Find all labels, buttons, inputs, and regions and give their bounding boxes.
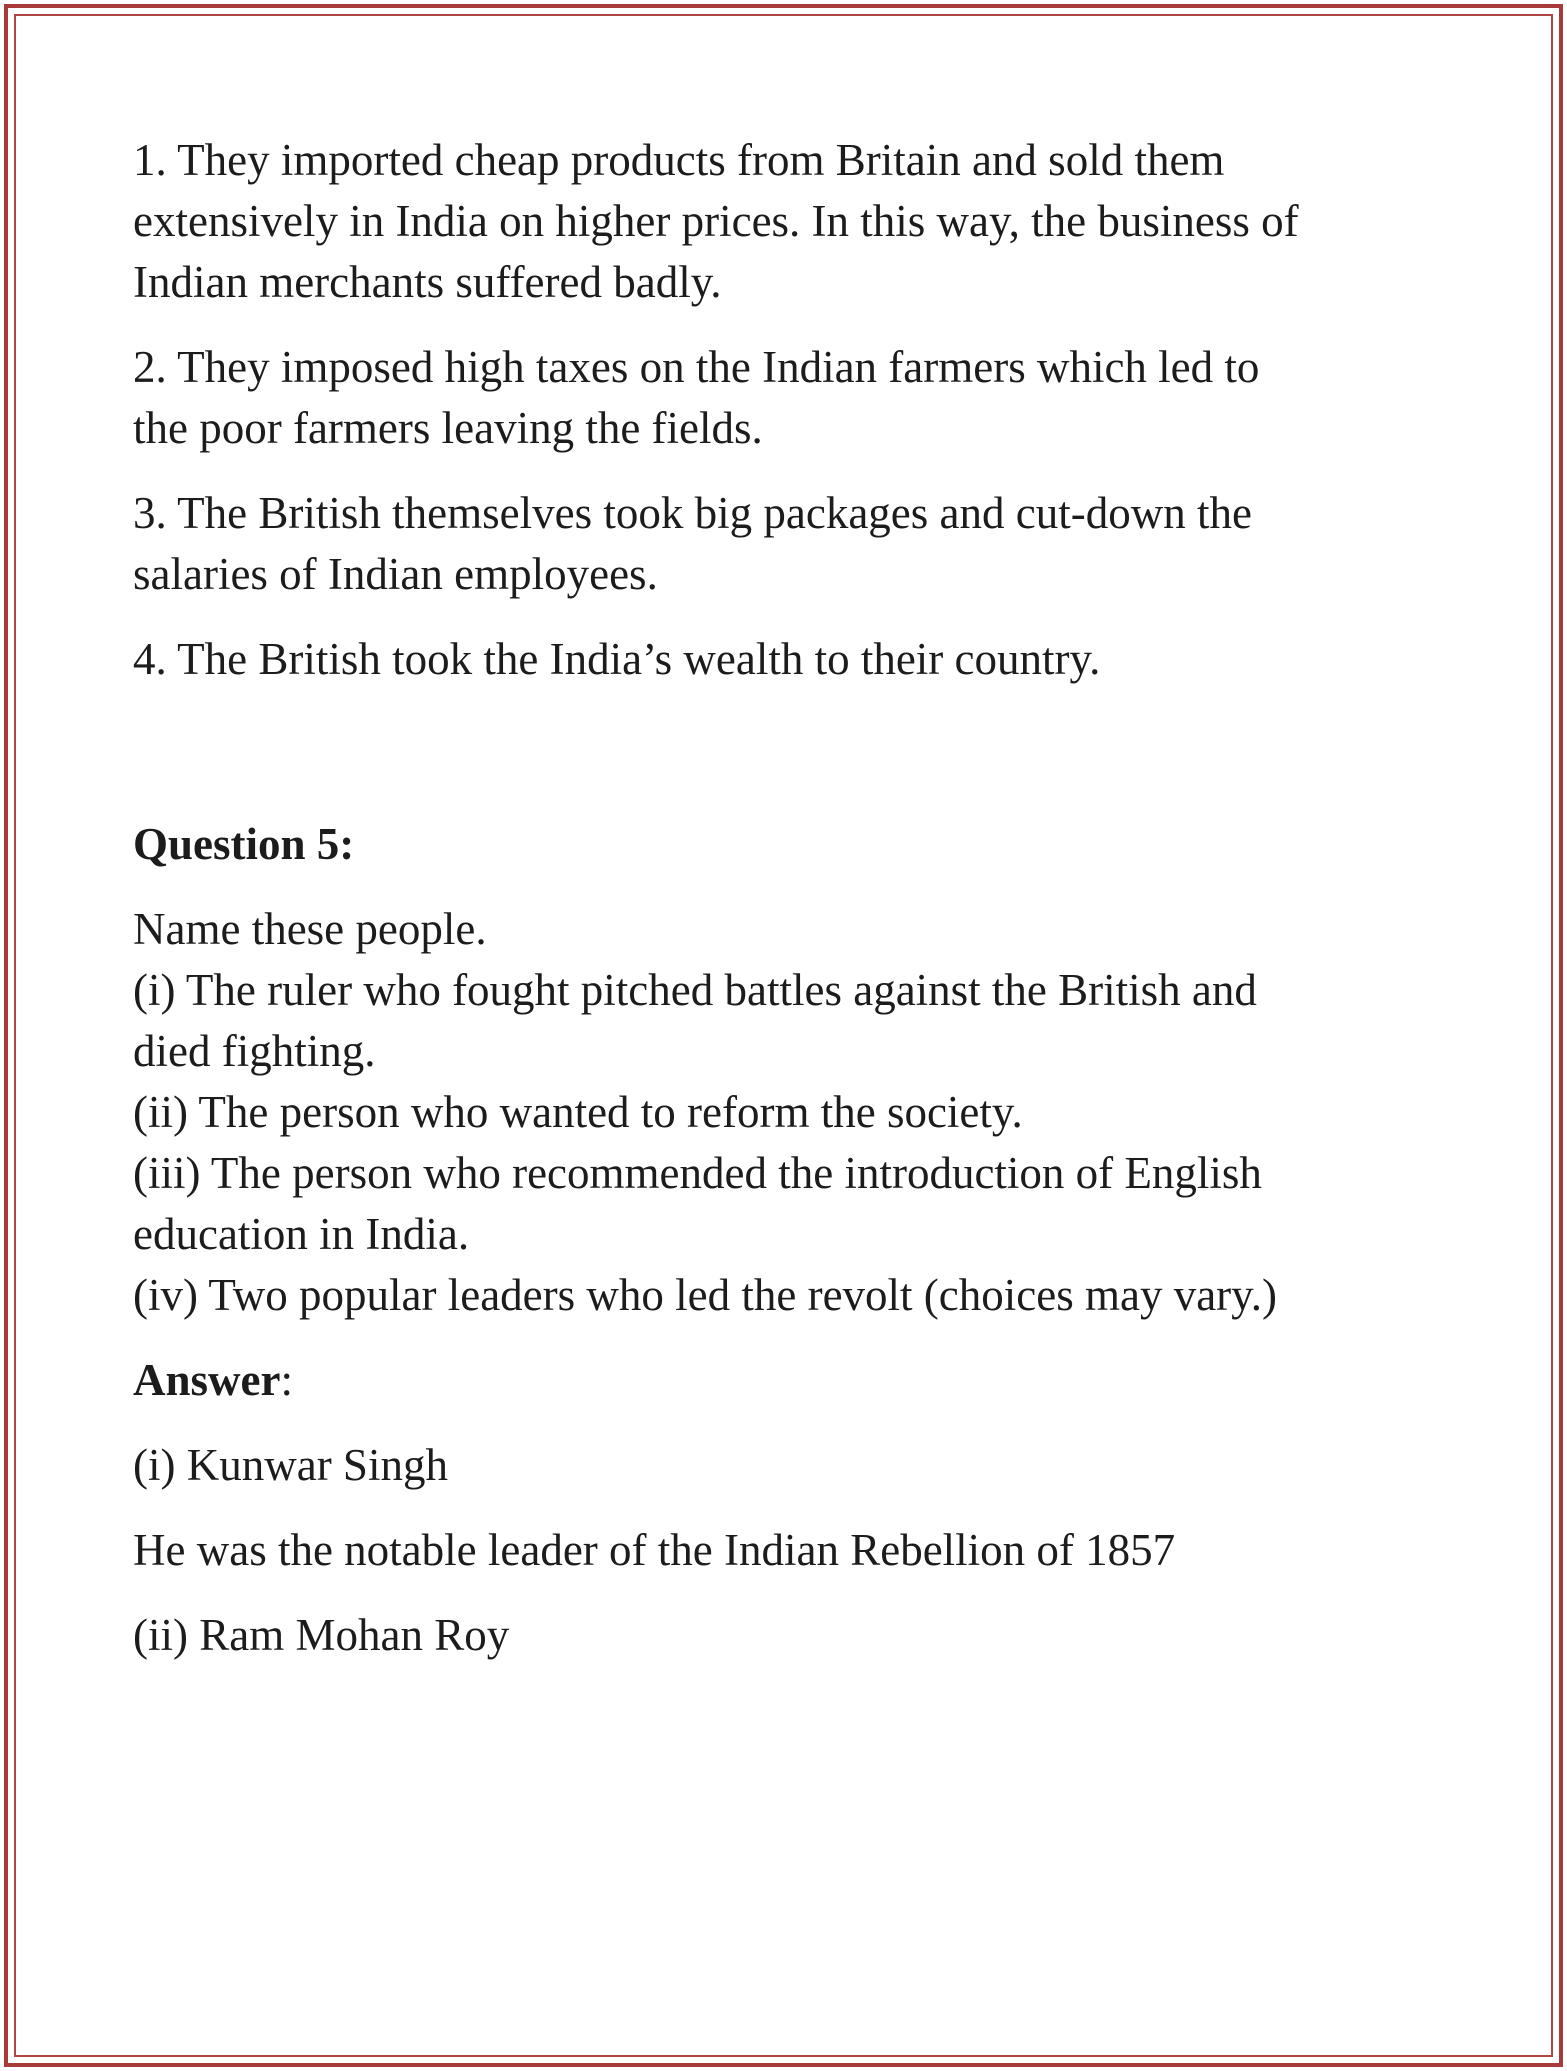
answer-item-1: (i) Kunwar Singh [133, 1440, 448, 1490]
point-3-line-2: salaries of Indian employees. [133, 549, 658, 599]
question-body [133, 899, 1453, 1326]
point-3 [133, 483, 1453, 605]
point-1-line-3: Indian merchants suffered badly. [133, 257, 722, 307]
point-1-line-1: 1. They imported cheap products from Britain and sold them [133, 135, 1225, 185]
point-1 [133, 130, 1453, 313]
answer-heading-colon: : [280, 1355, 293, 1405]
question-line-1: Name these people. [133, 904, 487, 954]
point-2-line-1: 2. They imposed high taxes on the Indian farmers which led to [133, 342, 1260, 392]
question-line-5: (iii) The person who recommended the introduction of English [133, 1148, 1262, 1198]
point-2 [133, 337, 1453, 459]
question-line-3: died fighting. [133, 1026, 376, 1076]
question-line-2: (i) The ruler who fought pitched battles against the British and [133, 965, 1257, 1015]
question-heading: Question 5: [133, 819, 355, 869]
document-content [133, 130, 1453, 1666]
answer-heading [133, 1350, 1453, 1411]
answer-heading-label: Answer [133, 1355, 281, 1405]
question-line-4: (ii) The person who wanted to reform the society. [133, 1087, 1023, 1137]
question-line-7: (iv) Two popular leaders who led the revolt (choices may vary.) [133, 1270, 1277, 1320]
point-3-line-1: 3. The British themselves took big packages and cut-down the [133, 488, 1252, 538]
point-4 [133, 629, 1453, 690]
question-line-6: education in India. [133, 1209, 470, 1259]
answer-item-3: (ii) Ram Mohan Roy [133, 1610, 510, 1660]
answer-item-2: He was the notable leader of the Indian Rebellion of 1857 [133, 1525, 1176, 1575]
point-2-line-2: the poor farmers leaving the fields. [133, 403, 763, 453]
point-4-line-1: 4. The British took the India’s wealth to their country. [133, 634, 1101, 684]
point-1-line-2: extensively in India on higher prices. In this way, the business of [133, 196, 1299, 246]
